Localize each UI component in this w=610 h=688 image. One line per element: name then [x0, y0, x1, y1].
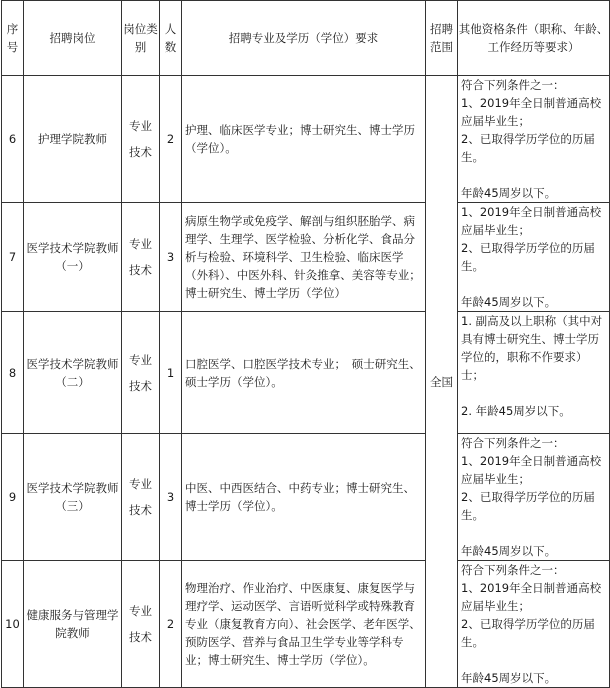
row-count: 2: [160, 561, 182, 688]
other-line: 符合下列条件之一：: [461, 563, 565, 577]
row-post: 护理学院教师: [24, 76, 122, 203]
other-line: 1、2019年全日制普通高校应届毕业生；: [461, 96, 602, 128]
header-category: 岗位类别: [122, 1, 160, 76]
other-line: 1. 副高及以上职称（其中对具有博士研究生、博士学历学位的，职称不作要求）士；: [461, 314, 603, 382]
row-category: [122, 312, 160, 434]
other-line: 年龄45周岁以下。: [461, 295, 557, 309]
other-line: 1、2019年全日制普通高校应届毕业生；: [461, 454, 602, 486]
header-scope: 招聘范围: [426, 1, 458, 76]
header-other: 其他资格条件（职称、年龄、工作经历等要求）: [458, 1, 610, 76]
row-category: [122, 76, 160, 203]
table-row: [2, 561, 610, 688]
other-line: 2、已取得学历学位的历届生。: [461, 241, 595, 273]
row-other: [458, 76, 610, 203]
other-line: 年龄45周岁以下。: [461, 186, 557, 200]
other-line: 2、已取得学历学位的历届生。: [461, 132, 595, 164]
row-other: [458, 561, 610, 688]
category-line-2: 技术: [129, 630, 152, 644]
row-num: 8: [2, 312, 24, 434]
header-post: 招聘岗位: [24, 1, 122, 76]
row-other: [458, 203, 610, 312]
category-line-1: 专业: [129, 352, 152, 367]
category-line-1: 专业: [129, 237, 152, 251]
category-line-2: 技术: [129, 503, 152, 517]
row-count: 3: [160, 203, 182, 312]
row-category: [122, 203, 160, 312]
recruitment-table: [1, 0, 610, 688]
table-row: [2, 312, 610, 434]
header-num: 序号: [2, 1, 24, 76]
other-line: 符合下列条件之一：: [461, 78, 565, 92]
scope-cell: 全国: [426, 76, 458, 688]
other-line: 年龄45周岁以下。: [461, 671, 557, 685]
other-line: 1、2019年全日制普通高校应届毕业生；: [461, 205, 602, 237]
other-line: 年龄45周岁以下。: [461, 544, 557, 558]
row-post: 医学技术学院教师（三）: [24, 434, 122, 561]
row-category: [122, 561, 160, 688]
header-major: 招聘专业及学历（学位）要求: [182, 1, 426, 76]
header-row: [2, 1, 610, 76]
table-row: [2, 434, 610, 561]
row-num: 7: [2, 203, 24, 312]
row-major: 病原生物学或免疫学、解剖与组织胚胎学、病理学、生理学、医学检验、分析化学、食品分析与检验、环境科学、卫生检验、临床医学（外科）、中医外科、针灸推拿、美容等专业；博士研究生、博士学历（学位）: [182, 203, 426, 312]
other-line: 2、已取得学历学位的历届生。: [461, 617, 595, 649]
row-major: 中医、中西医结合、中药专业；博士研究生、博士学历（学位）。: [182, 434, 426, 561]
row-count: 3: [160, 434, 182, 561]
row-other: [458, 312, 610, 434]
category-line-1: 专业: [129, 119, 152, 133]
category-line-2: 技术: [129, 263, 152, 277]
row-post: 医学技术学院教师（一）: [24, 203, 122, 312]
row-num: 10: [2, 561, 24, 688]
other-line: 符合下列条件之一：: [461, 436, 565, 450]
category-line-1: 专业: [129, 604, 152, 618]
category-line-1: 专业: [129, 477, 152, 491]
other-line: 2. 年龄45周岁以下。: [461, 404, 571, 418]
row-count: 1: [160, 312, 182, 434]
row-other: [458, 434, 610, 561]
table-row: [2, 203, 610, 312]
other-line: 1、2019年全日制普通高校应届毕业生；: [461, 581, 602, 613]
row-major: 护理、临床医学专业；博士研究生、博士学历（学位）。: [182, 76, 426, 203]
category-line-2: 技术: [129, 145, 152, 159]
row-num: 9: [2, 434, 24, 561]
other-line: 2、已取得学历学位的历届生。: [461, 490, 595, 522]
table-row: [2, 76, 610, 203]
row-major: 口腔医学、口腔医学技术专业； 硕士研究生、硕士学历（学位）。: [182, 312, 426, 434]
header-count: 人数: [160, 1, 182, 76]
row-category: [122, 434, 160, 561]
category-line-2: 技术: [129, 378, 152, 393]
row-major: 物理治疗、作业治疗、中医康复、康复医学与理疗学、运动医学、言语听觉科学或特殊教育专业（康复教育方向）、社会医学、老年医学、预防医学、营养与食品卫生学专业等学科专业；博士研究生、博士学历（学位）。: [182, 561, 426, 688]
row-num: 6: [2, 76, 24, 203]
row-post: 健康服务与管理学院教师: [24, 561, 122, 688]
row-post: 医学技术学院教师（二）: [24, 312, 122, 434]
row-count: 2: [160, 76, 182, 203]
